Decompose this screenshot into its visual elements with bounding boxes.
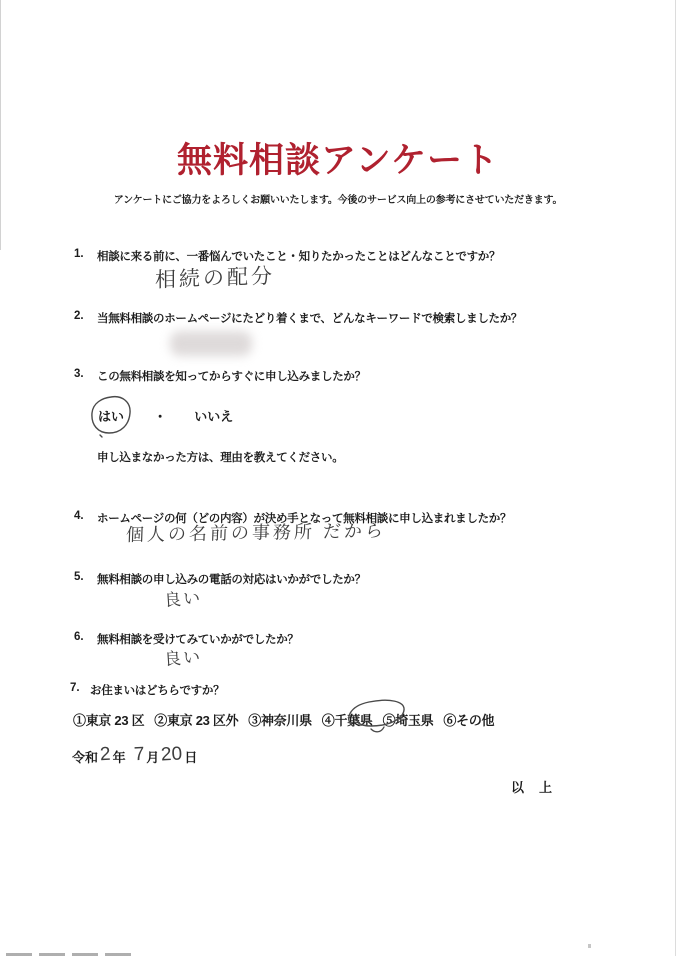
question-5-number: 5. [74, 571, 84, 583]
question-6-text: 無料相談を受けてみていかがでしたか？ [97, 634, 299, 646]
handwritten-day: 20 [160, 743, 183, 766]
question-3-followup: 申し込まなかった方は、理由を教えてください。 [97, 452, 344, 464]
option-other: ⑥その他 [443, 713, 495, 728]
question-5-text: 無料相談の申し込みの電話の対応はいかがでしたか？ [97, 574, 366, 586]
survey-title: 無料相談アンケート [177, 141, 499, 180]
option-tokyo23-out: ②東京 23 区外 [154, 713, 239, 728]
option-saitama: ⑤埼玉県 [382, 713, 434, 728]
survey-subtitle: アンケートにご協力をよろしくお願いいたします。今後のサービス向上の参考にさせていただきます。 [113, 195, 563, 206]
era-label: 令和 [72, 750, 99, 765]
month-label: 月 [146, 750, 160, 765]
option-no: いいえ [194, 409, 234, 424]
option-separator: ・ [153, 409, 167, 424]
date-line [72, 744, 197, 766]
scan-speck [588, 944, 591, 948]
question-7-text: お住まいはどちらですか？ [90, 685, 225, 697]
question-2-number: 2. [74, 310, 84, 322]
option-yes: はい [98, 409, 125, 424]
year-label: 年 [112, 750, 126, 765]
handwritten-month: 7 [133, 743, 145, 766]
question-3-text: この無料相談を知ってからすぐに申し込みましたか？ [97, 371, 366, 383]
closing-ijo: 以 上 [511, 780, 554, 795]
question-1-text: 相談に来る前に、一番悩んでいたこと・知りたかったことはどんなことですか？ [97, 251, 501, 263]
handwritten-answer-q1: 相続の配分 [155, 264, 275, 293]
handwritten-year: 2 [99, 743, 112, 766]
question-4-number: 4. [74, 510, 84, 522]
option-kanagawa: ③神奈川県 [248, 713, 312, 728]
option-chiba: ④千葉県 [321, 713, 373, 728]
handwritten-answer-q4: 個人の名前の事務所 だから [125, 520, 387, 546]
question-7-options [73, 710, 494, 729]
day-label: 日 [184, 750, 198, 765]
question-3-options [98, 406, 233, 425]
question-4-text: ホームページの何（どの内容）が決め手となって無料相談に申し込まれましたか？ [97, 513, 512, 525]
option-tokyo23: ①東京 23 区 [73, 713, 145, 728]
handwritten-answer-q5: 良い [163, 588, 203, 610]
question-3-number: 3. [74, 368, 84, 380]
question-2-text: 当無料相談のホームページにたどり着くまで、どんなキーワードで検索しましたか？ [97, 313, 523, 325]
scan-edge-left [0, 0, 1, 250]
question-7-number: 7. [70, 682, 80, 694]
question-6-number: 6. [74, 631, 84, 643]
question-1-number: 1. [74, 248, 84, 260]
handwritten-answer-q6: 良い [163, 647, 203, 669]
redacted-answer-blur [170, 331, 252, 356]
